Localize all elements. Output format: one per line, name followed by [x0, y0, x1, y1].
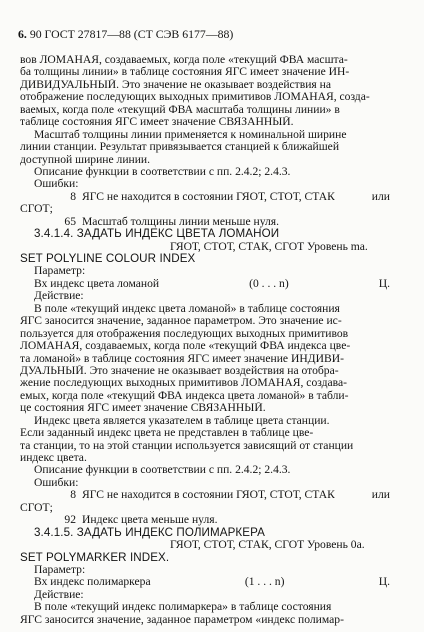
- action-heading: Действие:: [34, 588, 84, 601]
- error-or: или: [371, 489, 390, 502]
- text-line: отображение последующих выходных примитивов ЛОМАНАЯ, созда-: [20, 91, 370, 104]
- parameter-range: (1 . . . n): [244, 576, 285, 589]
- section-states: ГЯОТ, СТОТ, СТАК, СГОТ Уровень 0а.: [170, 539, 365, 552]
- text-line: ваемых, когда поле «текущий ФВА масштаба толщины линии» в: [20, 103, 340, 116]
- text-line: доступной ширине линии.: [20, 153, 151, 166]
- text-line: В поле «текущий индекс цвета ломаной» в таблице состояния: [34, 302, 340, 315]
- text-line: индекс цвета.: [20, 452, 87, 464]
- action-heading: Действие:: [34, 290, 84, 303]
- errors-heading: Ошибки:: [34, 476, 79, 489]
- text-line: ЛОМАНАЯ, создаваемых, когда поле «текущий ФВА индекса цве-: [20, 340, 351, 353]
- parameter-label: Вх индекс полимаркера: [34, 576, 151, 589]
- text-line: емых, когда поле «текущий ФВА индекса цвета ломаной» в табли-: [20, 389, 349, 402]
- text-line: та ломаной» в таблице состояния ЯГС имеет значение ИНДИВИ-: [20, 352, 344, 365]
- text-line: линии станции. Результат привязывается станцией к ближайшей: [20, 141, 340, 154]
- text-line: ЯГС заносится значение, заданное параметром. Это значение ис-: [20, 315, 342, 328]
- text-line: та станции, то на этой станции используется зависящий от станции: [20, 439, 354, 452]
- parameter-type: Ц.: [378, 277, 390, 290]
- text-line: пользуется для отображения последующих выходных примитивов: [20, 327, 349, 340]
- parameter-row: [20, 278, 404, 290]
- document-body: [20, 54, 404, 626]
- text-line: Индекс цвета является указателем в таблице цвета станции.: [34, 414, 330, 427]
- parameter-range: (0 . . . n): [249, 277, 289, 290]
- text-line: ДИВИДУАЛЬНЫЙ. Это значение не оказывает воздействия на: [20, 78, 332, 91]
- parameter-heading: Параметр:: [34, 265, 86, 278]
- error-item: [20, 489, 404, 501]
- error-text: Индекс цвета меньше нуля.: [82, 514, 218, 527]
- text-line: В поле «текущий индекс полимаркера» в таблице состояния: [34, 601, 332, 614]
- error-item: [20, 191, 404, 203]
- text-line: Если заданный индекс цвета не представлен в таблице цве-: [20, 427, 314, 440]
- text-line: вов ЛОМАНАЯ, создаваемых, когда поле «текущий ФВА масшта-: [20, 54, 348, 66]
- error-number: 65: [64, 215, 76, 228]
- text-line: ба толщины линии» в таблице состояния ЯГС имеет значение ИН-: [20, 66, 350, 79]
- error-text: Масштаб толщины линии меньше нуля.: [82, 215, 280, 228]
- section-title: 3.4.1.4. ЗАДАТЬ ИНДЕКС ЦВЕТА ЛОМАНОЙ: [34, 228, 280, 241]
- text-line: таблице состояния ЯГС имеет значение СВЯЗАННЫЙ.: [20, 116, 294, 129]
- text-line: ЯГС заносится значение, заданное параметром «индекс полимар-: [20, 613, 344, 626]
- error-text: ЯГС не находится в состоянии ГЯОТ, СТОТ, СТАК: [82, 489, 335, 502]
- text-line: жение последующих выходных примитивов ЛОМАНАЯ, создава-: [20, 377, 347, 390]
- text-line: ДУАЛЬНЫЙ. Это значение не оказывает воздействия на отобра-: [20, 364, 339, 377]
- parameter-label: Вх индекс цвета ломаной: [34, 277, 160, 290]
- page-number: 6.: [18, 27, 27, 41]
- error-number: 8: [70, 190, 76, 203]
- parameter-heading: Параметр:: [34, 563, 86, 576]
- error-continuation: СГОТ;: [20, 501, 53, 514]
- function-description: Описание функции в соответствии с пп. 2.4.2; 2.4.3.: [34, 464, 291, 477]
- error-or: или: [371, 190, 390, 203]
- parameter-row: [20, 576, 404, 588]
- parameter-type: Ц.: [378, 576, 390, 589]
- error-number: 8: [70, 489, 76, 502]
- function-description: Описание функции в соответствии с пп. 2.4.2; 2.4.3.: [34, 165, 291, 178]
- error-continuation: СГОТ;: [20, 203, 53, 216]
- section-states: ГЯОТ, СТОТ, СТАК, СГОТ Уровень mа.: [170, 240, 368, 253]
- text-line: це состояния ЯГС имеет значение СВЯЗАННЫЙ.: [20, 402, 266, 415]
- standard-reference: 90 ГОСТ 27817—88 (СТ СЭВ 6177—88): [29, 27, 234, 41]
- section-english-name: SET POLYLINE COLOUR INDEX: [20, 253, 196, 265]
- page-header: [18, 28, 398, 40]
- error-item: [20, 514, 404, 526]
- error-text: ЯГС не находится в состоянии ГЯОТ, СТОТ, СТАК: [82, 190, 335, 203]
- error-item: [20, 216, 404, 228]
- section-title: 3.4.1.5. ЗАДАТЬ ИНДЕКС ПОЛИМАРКЕРА: [34, 526, 265, 539]
- text-line: Масштаб толщины линии применяется к номинальной ширине: [34, 128, 347, 141]
- error-number: 92: [64, 514, 76, 527]
- section-english-name: SET POLYMARKER INDEX.: [20, 551, 170, 564]
- errors-heading: Ошибки:: [34, 178, 79, 191]
